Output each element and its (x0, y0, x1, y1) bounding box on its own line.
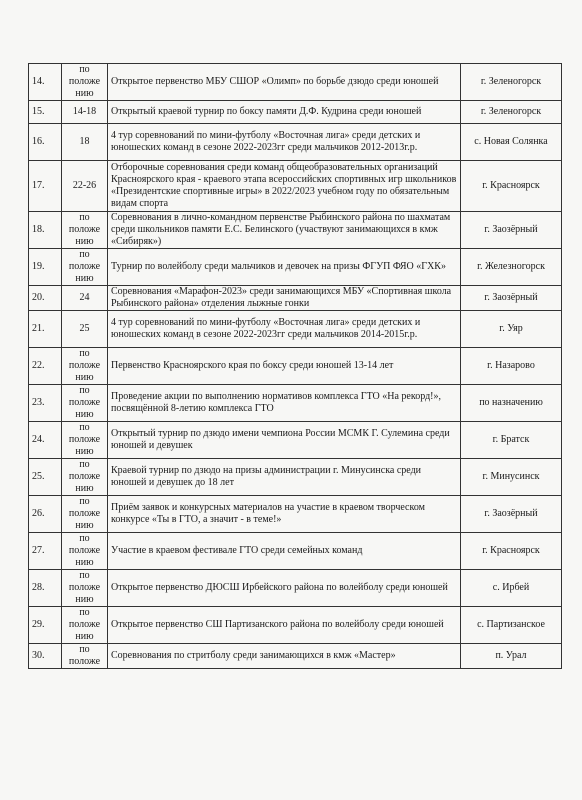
row-event: Соревнования по стритболу среди занимающихся в кмж «Мастер» (108, 644, 461, 669)
row-date: 22-26 (62, 161, 108, 212)
row-date: по положе нию (62, 607, 108, 644)
row-event: Приём заявок и конкурсных материалов на участие в краевом творческом конкурсе «Ты в ГТО, а значит - в теме!» (108, 496, 461, 533)
row-number: 28. (29, 570, 62, 607)
row-number: 21. (29, 311, 62, 348)
row-number: 27. (29, 533, 62, 570)
row-number: 22. (29, 348, 62, 385)
table-row (29, 533, 562, 570)
row-date: по положе нию (62, 496, 108, 533)
table-row (29, 101, 562, 124)
row-place: г. Зеленогорск (461, 101, 562, 124)
row-event: Проведение акции по выполнению нормативов комплекса ГТО «На рекорд!», посвящённой 8-летию комплекса ГТО (108, 385, 461, 422)
row-place: с. Партизанское (461, 607, 562, 644)
row-number: 16. (29, 124, 62, 161)
row-date: 24 (62, 286, 108, 311)
table-row (29, 570, 562, 607)
schedule-table (28, 63, 562, 669)
table-row (29, 286, 562, 311)
table-row (29, 607, 562, 644)
row-place: г. Красноярск (461, 161, 562, 212)
row-place: г. Братск (461, 422, 562, 459)
row-event: Соревнования «Марафон-2023» среди занимающихся МБУ «Спортивная школа Рыбинского района» отделения лыжные гонки (108, 286, 461, 311)
row-place: г. Заозёрный (461, 286, 562, 311)
row-place: по назначению (461, 385, 562, 422)
table-row (29, 644, 562, 669)
table-row (29, 249, 562, 286)
row-number: 30. (29, 644, 62, 669)
row-number: 15. (29, 101, 62, 124)
row-number: 17. (29, 161, 62, 212)
row-date: 18 (62, 124, 108, 161)
row-number: 25. (29, 459, 62, 496)
row-number: 26. (29, 496, 62, 533)
row-place: с. Ирбей (461, 570, 562, 607)
row-event: Открытый турнир по дзюдо имени чемпиона России МСМК Г. Сулемина среди юношей и девушек (108, 422, 461, 459)
row-number: 14. (29, 64, 62, 101)
table-row (29, 459, 562, 496)
table-row (29, 311, 562, 348)
row-date: по положе нию (62, 249, 108, 286)
row-event: Турнир по волейболу среди мальчиков и девочек на призы ФГУП ФЯО «ГХК» (108, 249, 461, 286)
table-row (29, 212, 562, 249)
table-row (29, 385, 562, 422)
row-event: 4 тур соревнований по мини-футболу «Восточная лига» среди детских и юношеских команд в сезоне 2022-2023гг среди мальчиков 2014-2015г.р. (108, 311, 461, 348)
row-date: по положе нию (62, 422, 108, 459)
row-place: г. Заозёрный (461, 212, 562, 249)
row-event: 4 тур соревнований по мини-футболу «Восточная лига» среди детских и юношеских команд в сезоне 2022-2023гг среди мальчиков 2012-2013г.р. (108, 124, 461, 161)
table-row (29, 496, 562, 533)
table-row (29, 124, 562, 161)
row-number: 23. (29, 385, 62, 422)
row-event: Краевой турнир по дзюдо на призы администрации г. Минусинска среди юношей и девушек до 18 лет (108, 459, 461, 496)
row-date: по положе нию (62, 533, 108, 570)
row-place: г. Зеленогорск (461, 64, 562, 101)
row-date: по положе нию (62, 385, 108, 422)
row-number: 29. (29, 607, 62, 644)
schedule-rows (29, 64, 562, 669)
row-place: г. Железногорск (461, 249, 562, 286)
row-date: по положе нию (62, 64, 108, 101)
row-place: г. Красноярск (461, 533, 562, 570)
row-number: 19. (29, 249, 62, 286)
row-event: Участие в краевом фестивале ГТО среди семейных команд (108, 533, 461, 570)
row-number: 24. (29, 422, 62, 459)
row-date: по положе нию (62, 348, 108, 385)
row-place: г. Уяр (461, 311, 562, 348)
table-row (29, 161, 562, 212)
row-place: с. Новая Солянка (461, 124, 562, 161)
row-date: по положе (62, 644, 108, 669)
row-date: по положе нию (62, 570, 108, 607)
row-place: п. Урал (461, 644, 562, 669)
row-event: Соревнования в лично-командном первенстве Рыбинского района по шахматам среди школьников памяти Е.С. Белинского (участвуют занимающихся в кмж «Сибиряк») (108, 212, 461, 249)
row-event: Открытое первенство ДЮСШ Ирбейского района по волейболу среди юношей (108, 570, 461, 607)
table-row (29, 64, 562, 101)
table-row (29, 422, 562, 459)
row-place: г. Заозёрный (461, 496, 562, 533)
table-row (29, 348, 562, 385)
row-event: Отборочные соревнования среди команд общеобразовательных организаций Красноярского края - краевого этапа всероссийских спортивных игр школьников «Президентские спортивные игры» в 2022/2023 учебном году по обязательным видам спорта (108, 161, 461, 212)
row-date: по положе нию (62, 212, 108, 249)
row-date: 25 (62, 311, 108, 348)
row-event: Открытое первенство СШ Партизанского района по волейболу среди юношей (108, 607, 461, 644)
row-date: 14-18 (62, 101, 108, 124)
row-number: 18. (29, 212, 62, 249)
row-number: 20. (29, 286, 62, 311)
row-event: Открытое первенство МБУ СШОР «Олимп» по борьбе дзюдо среди юношей (108, 64, 461, 101)
row-event: Первенство Красноярского края по боксу среди юношей 13-14 лет (108, 348, 461, 385)
row-place: г. Назарово (461, 348, 562, 385)
row-date: по положе нию (62, 459, 108, 496)
row-event: Открытый краевой турнир по боксу памяти Д.Ф. Кудрина среди юношей (108, 101, 461, 124)
row-place: г. Минусинск (461, 459, 562, 496)
